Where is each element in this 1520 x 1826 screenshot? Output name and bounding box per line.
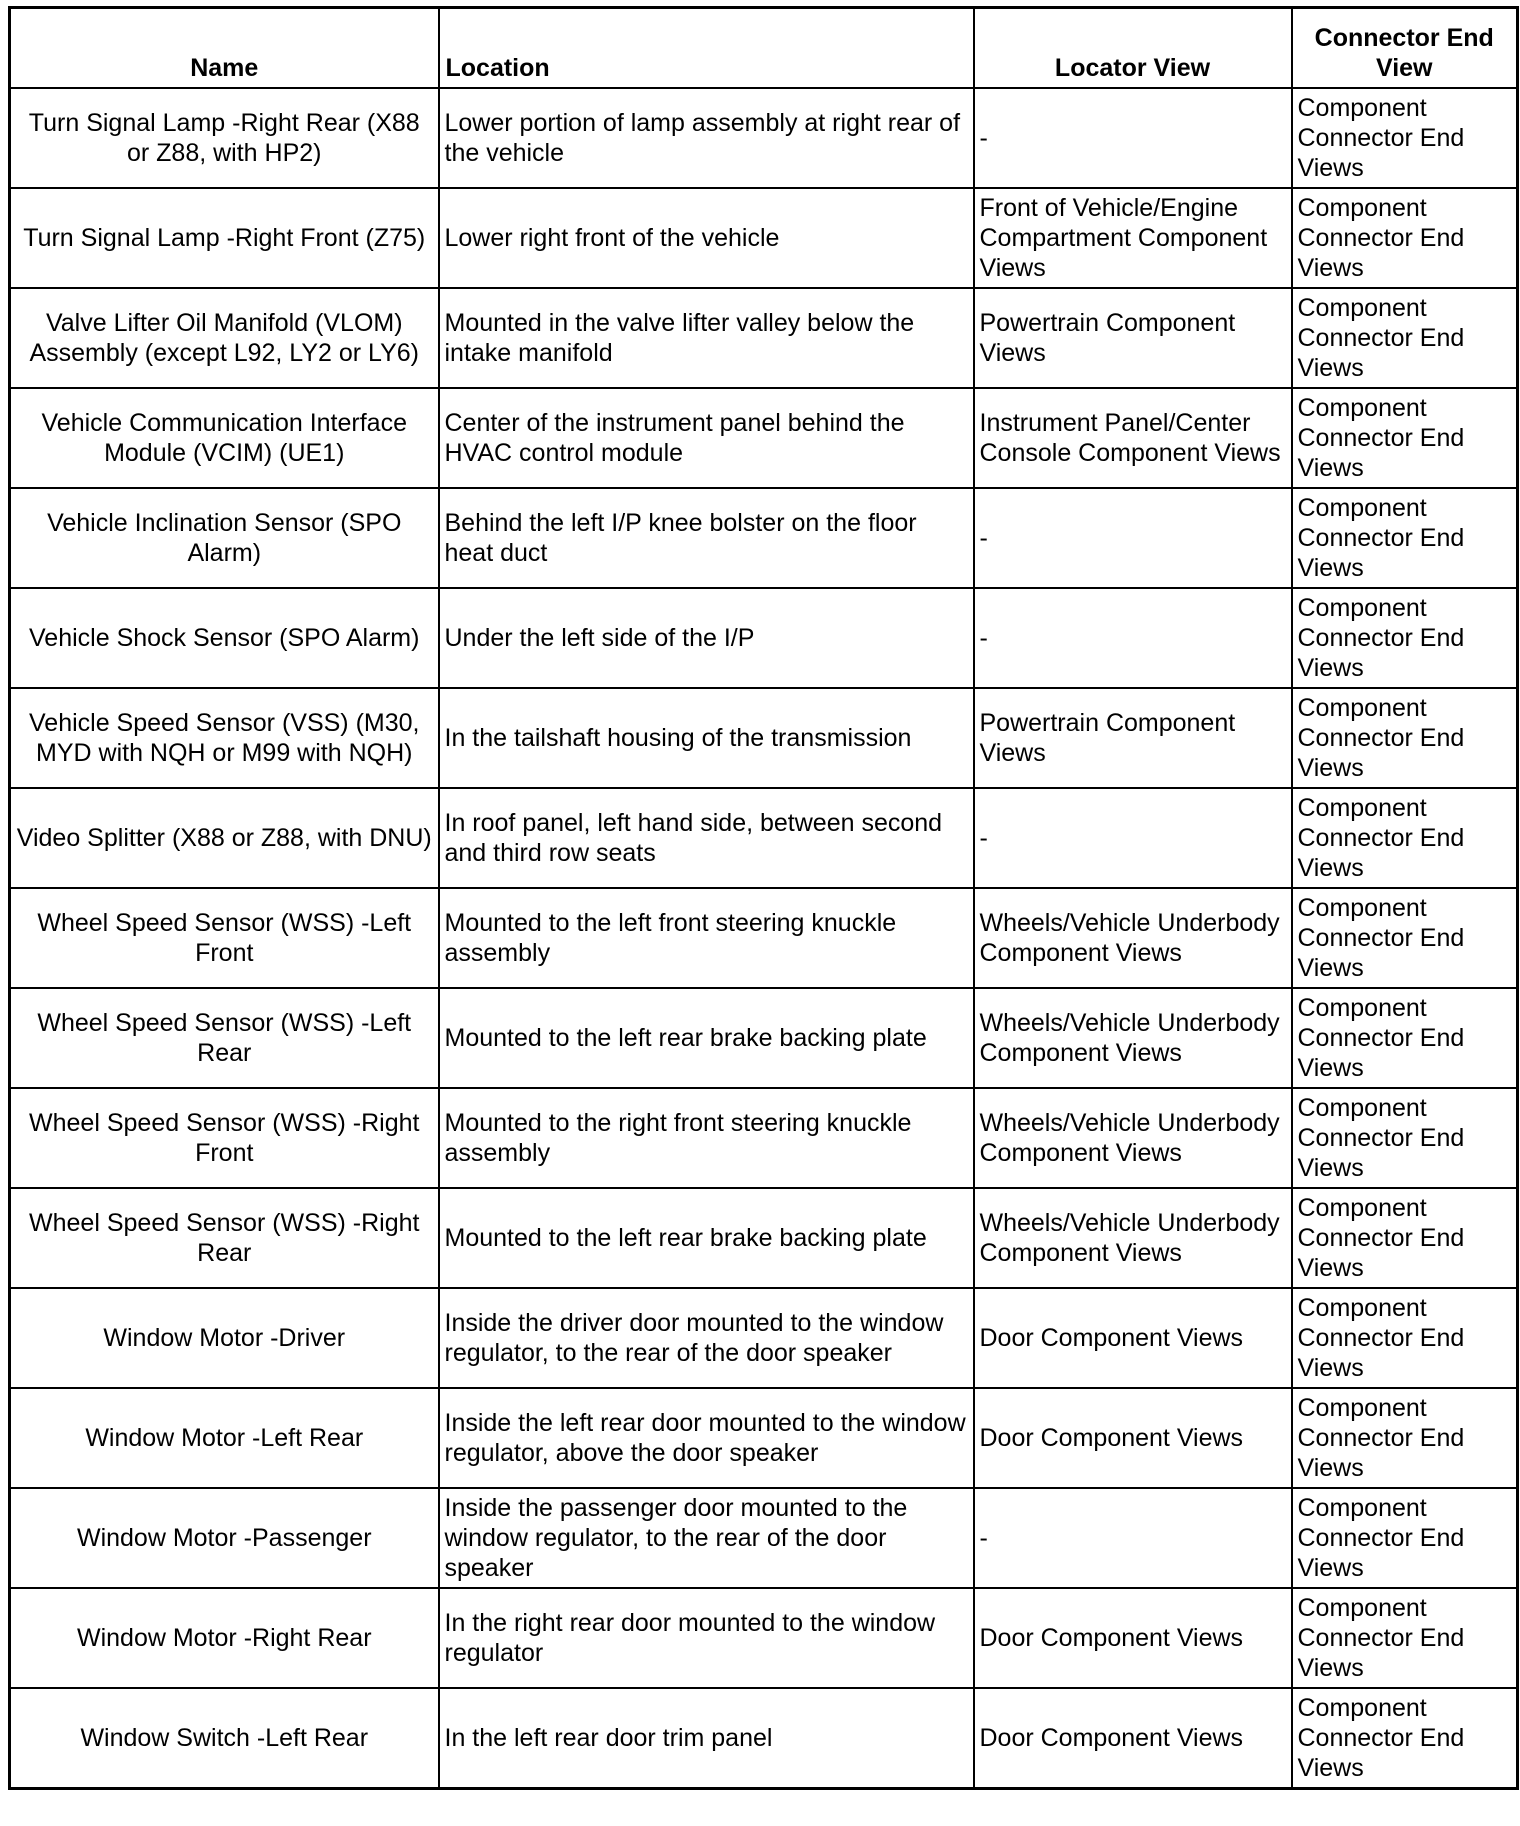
cell-connector-end-view: Component Connector End Views: [1292, 1688, 1518, 1789]
cell-location: In the left rear door trim panel: [439, 1688, 974, 1789]
cell-connector-end-view: Component Connector End Views: [1292, 788, 1518, 888]
cell-connector-end-view: Component Connector End Views: [1292, 1088, 1518, 1188]
table-header: [10, 8, 1518, 89]
cell-location: Inside the left rear door mounted to the window regulator, above the door speaker: [439, 1388, 974, 1488]
table-row: [10, 788, 1518, 888]
cell-location: Inside the passenger door mounted to the window regulator, to the rear of the door speaker: [439, 1488, 974, 1588]
cell-connector-end-view: Component Connector End Views: [1292, 888, 1518, 988]
cell-location: Mounted to the left front steering knuckle assembly: [439, 888, 974, 988]
cell-connector-end-view: Component Connector End Views: [1292, 1588, 1518, 1688]
table-row: [10, 1188, 1518, 1288]
cell-locator-view: Powertrain Component Views: [974, 288, 1292, 388]
cell-name: Vehicle Communication Interface Module (VCIM) (UE1): [10, 388, 439, 488]
column-header-location: Location: [439, 8, 974, 89]
cell-location: Under the left side of the I/P: [439, 588, 974, 688]
cell-location: Behind the left I/P knee bolster on the floor heat duct: [439, 488, 974, 588]
column-header-connector-end-view: Connector End View: [1292, 8, 1518, 89]
table-row: [10, 1088, 1518, 1188]
cell-name: Valve Lifter Oil Manifold (VLOM) Assembly (except L92, LY2 or LY6): [10, 288, 439, 388]
cell-locator-view: Door Component Views: [974, 1388, 1292, 1488]
cell-location: Mounted to the left rear brake backing plate: [439, 988, 974, 1088]
cell-name: Wheel Speed Sensor (WSS) -Left Front: [10, 888, 439, 988]
table-row: [10, 1288, 1518, 1388]
table-row: [10, 1588, 1518, 1688]
cell-name: Turn Signal Lamp -Right Rear (X88 or Z88, with HP2): [10, 88, 439, 188]
cell-locator-view: Door Component Views: [974, 1288, 1292, 1388]
cell-name: Vehicle Speed Sensor (VSS) (M30, MYD with NQH or M99 with NQH): [10, 688, 439, 788]
cell-locator-view: -: [974, 588, 1292, 688]
cell-locator-view: Door Component Views: [974, 1688, 1292, 1789]
header-row: [10, 8, 1518, 89]
table-row: [10, 988, 1518, 1088]
cell-connector-end-view: Component Connector End Views: [1292, 988, 1518, 1088]
table-row: [10, 588, 1518, 688]
cell-location: Inside the driver door mounted to the window regulator, to the rear of the door speaker: [439, 1288, 974, 1388]
cell-connector-end-view: Component Connector End Views: [1292, 1188, 1518, 1288]
cell-locator-view: Powertrain Component Views: [974, 688, 1292, 788]
table-row: [10, 388, 1518, 488]
cell-connector-end-view: Component Connector End Views: [1292, 388, 1518, 488]
cell-name: Window Switch -Left Rear: [10, 1688, 439, 1789]
table-row: [10, 1488, 1518, 1588]
table-row: [10, 188, 1518, 288]
cell-name: Window Motor -Driver: [10, 1288, 439, 1388]
cell-name: Window Motor -Passenger: [10, 1488, 439, 1588]
cell-connector-end-view: Component Connector End Views: [1292, 1388, 1518, 1488]
cell-location: Center of the instrument panel behind the HVAC control module: [439, 388, 974, 488]
cell-name: Window Motor -Right Rear: [10, 1588, 439, 1688]
cell-name: Wheel Speed Sensor (WSS) -Right Front: [10, 1088, 439, 1188]
cell-location: Lower portion of lamp assembly at right rear of the vehicle: [439, 88, 974, 188]
cell-location: Mounted to the left rear brake backing plate: [439, 1188, 974, 1288]
cell-location: Mounted in the valve lifter valley below the intake manifold: [439, 288, 974, 388]
cell-locator-view: Wheels/Vehicle Underbody Component Views: [974, 1188, 1292, 1288]
cell-name: Wheel Speed Sensor (WSS) -Left Rear: [10, 988, 439, 1088]
cell-name: Video Splitter (X88 or Z88, with DNU): [10, 788, 439, 888]
cell-location: In the right rear door mounted to the window regulator: [439, 1588, 974, 1688]
cell-location: Lower right front of the vehicle: [439, 188, 974, 288]
cell-locator-view: -: [974, 488, 1292, 588]
cell-locator-view: -: [974, 1488, 1292, 1588]
cell-location: In the tailshaft housing of the transmission: [439, 688, 974, 788]
component-locator-table: [8, 6, 1519, 1790]
cell-location: Mounted to the right front steering knuckle assembly: [439, 1088, 974, 1188]
cell-locator-view: Wheels/Vehicle Underbody Component Views: [974, 888, 1292, 988]
table-body: [10, 88, 1518, 1789]
column-header-name: Name: [10, 8, 439, 89]
table-row: [10, 888, 1518, 988]
cell-connector-end-view: Component Connector End Views: [1292, 588, 1518, 688]
cell-connector-end-view: Component Connector End Views: [1292, 1288, 1518, 1388]
cell-locator-view: Door Component Views: [974, 1588, 1292, 1688]
cell-connector-end-view: Component Connector End Views: [1292, 488, 1518, 588]
cell-location: In roof panel, left hand side, between second and third row seats: [439, 788, 974, 888]
column-header-locator-view: Locator View: [974, 8, 1292, 89]
cell-locator-view: -: [974, 88, 1292, 188]
cell-connector-end-view: Component Connector End Views: [1292, 188, 1518, 288]
cell-locator-view: Wheels/Vehicle Underbody Component Views: [974, 1088, 1292, 1188]
cell-name: Window Motor -Left Rear: [10, 1388, 439, 1488]
cell-connector-end-view: Component Connector End Views: [1292, 688, 1518, 788]
cell-name: Turn Signal Lamp -Right Front (Z75): [10, 188, 439, 288]
cell-name: Wheel Speed Sensor (WSS) -Right Rear: [10, 1188, 439, 1288]
table-row: [10, 1688, 1518, 1789]
cell-locator-view: Wheels/Vehicle Underbody Component Views: [974, 988, 1292, 1088]
cell-name: Vehicle Shock Sensor (SPO Alarm): [10, 588, 439, 688]
table-row: [10, 688, 1518, 788]
cell-connector-end-view: Component Connector End Views: [1292, 288, 1518, 388]
table-row: [10, 1388, 1518, 1488]
component-locator-sheet: [8, 6, 1516, 1790]
table-row: [10, 288, 1518, 388]
cell-connector-end-view: Component Connector End Views: [1292, 1488, 1518, 1588]
cell-name: Vehicle Inclination Sensor (SPO Alarm): [10, 488, 439, 588]
cell-locator-view: -: [974, 788, 1292, 888]
cell-connector-end-view: Component Connector End Views: [1292, 88, 1518, 188]
table-row: [10, 88, 1518, 188]
cell-locator-view: Front of Vehicle/Engine Compartment Component Views: [974, 188, 1292, 288]
cell-locator-view: Instrument Panel/Center Console Component Views: [974, 388, 1292, 488]
table-row: [10, 488, 1518, 588]
